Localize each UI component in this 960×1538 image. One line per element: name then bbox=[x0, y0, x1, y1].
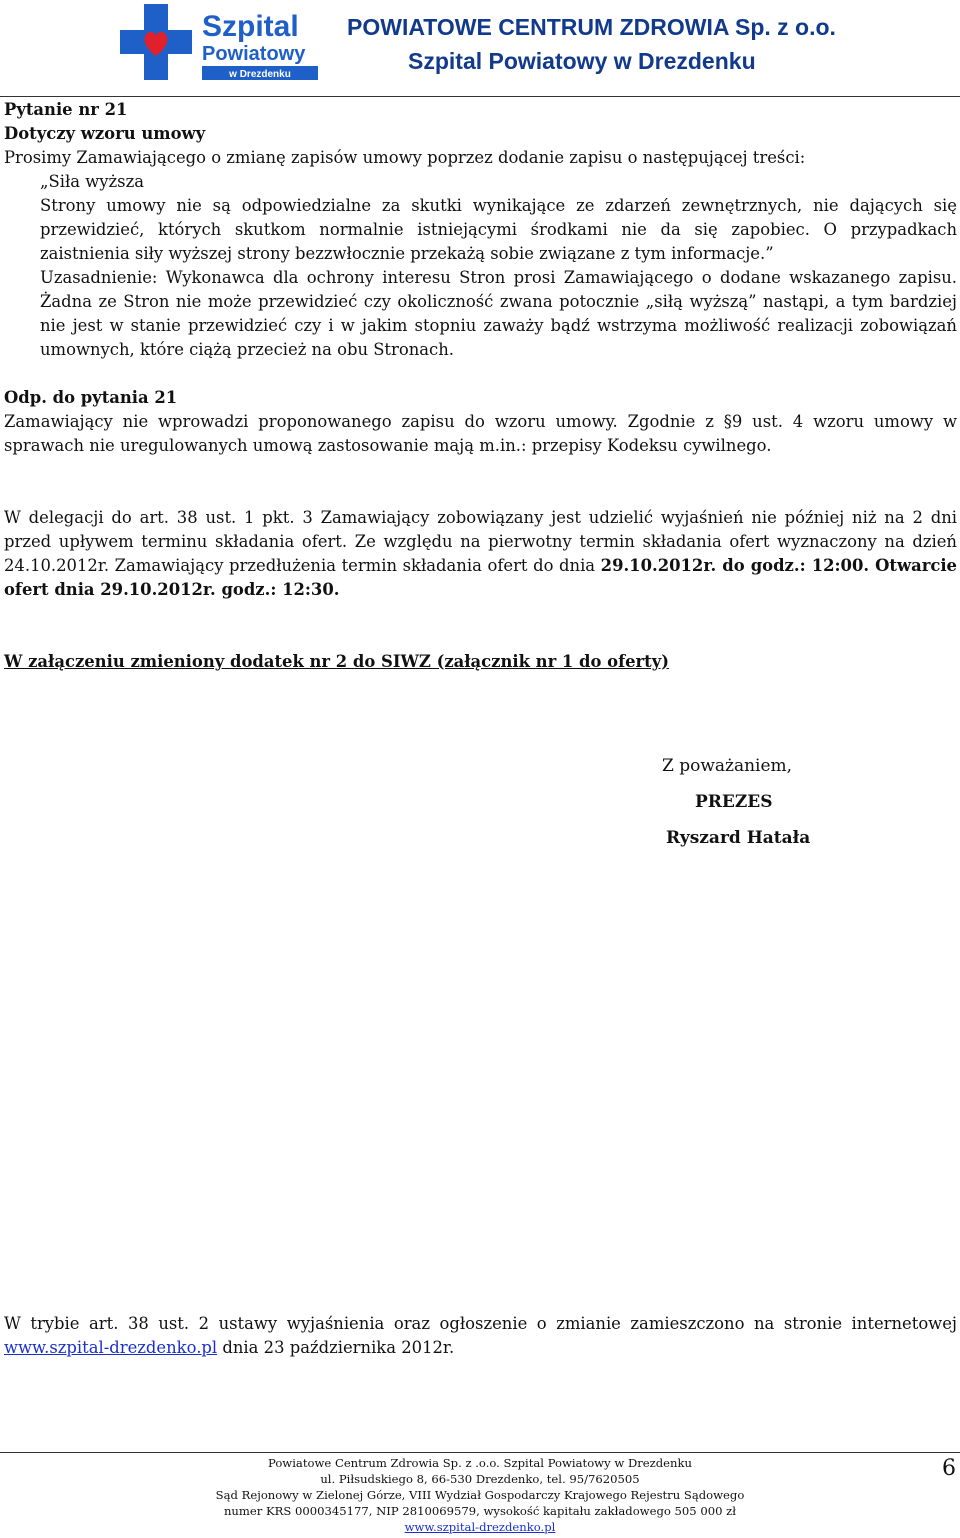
page-footer bbox=[200, 1455, 760, 1535]
svg-text:w Drezdenku: w Drezdenku bbox=[229, 69, 291, 80]
document-body bbox=[4, 98, 957, 674]
attachment-note: W załączeniu zmieniony dodatek nr 2 do SIWZ (załącznik nr 1 do oferty) bbox=[4, 652, 670, 671]
hospital-logo bbox=[120, 4, 320, 84]
question-number: Pytanie nr 21 bbox=[4, 100, 128, 119]
deadline-text: 29.10.2012r. do godz.: 12:00. Otwarcie ofert dnia 29.10.2012r. godz.: 12:30. bbox=[4, 556, 957, 599]
footer-address: ul. Piłsudskiego 8, 66-530 Drezdenko, tel. 95/7620505 bbox=[320, 1472, 640, 1486]
delegation-text: W delegacji do art. 38 ust. 1 pkt. 3 Zamawiający zobowiązany jest udzielić wyjaśnień nie później niż na 2 dni przed upływem terminu składania ofert. Ze względu na pierwotny termin składania ofert wyznaczony na dzień 24.10.2012r. Zamawiający przedłużenia termin składania ofert do dnia bbox=[4, 508, 957, 575]
closing-paragraph bbox=[4, 1312, 957, 1360]
closing-text-after: dnia 23 października 2012r. bbox=[217, 1338, 455, 1357]
header-company-name: POWIATOWE CENTRUM ZDROWIA Sp. z o.o. bbox=[347, 14, 836, 40]
quote-text: Strony umowy nie są odpowiedzialne za skutki wynikające ze zdarzeń zewnętrznych, nie dających się przewidzieć, których skutkom normalnie istniejącymi środkami nie da się zapobiec. O przypadkach zaistnienia siły wyższej strony bezzwłocznie przekażą sobie związane z tym informacje.” bbox=[40, 196, 957, 263]
footer-website-link[interactable]: www.szpital-drezdenko.pl bbox=[404, 1520, 556, 1534]
header-divider bbox=[0, 96, 960, 97]
question-subject: Dotyczy wzoru umowy bbox=[4, 124, 206, 143]
page-number: 6 bbox=[942, 1456, 956, 1481]
answer-text: Zamawiający nie wprowadzi proponowanego zapisu do wzoru umowy. Zgodnie z §9 ust. 4 wzoru umowy w sprawach nie uregulowanych umową zastosowanie mają m.in.: przepisy Kodeksu cywilnego. bbox=[4, 412, 957, 455]
footer-company: Powiatowe Centrum Zdrowia Sp. z .o.o. Szpital Powiatowy w Drezdenku bbox=[267, 1456, 692, 1470]
signature-role: PREZES bbox=[695, 792, 773, 812]
quote-title: „Siła wyższa bbox=[40, 172, 145, 191]
header-hospital-name: Szpital Powiatowy w Drezdenku bbox=[408, 48, 756, 74]
website-link[interactable]: www.szpital-drezdenko.pl bbox=[4, 1338, 218, 1357]
delegation-paragraph bbox=[4, 506, 957, 602]
answer-heading: Odp. do pytania 21 bbox=[4, 388, 178, 407]
signature-block bbox=[662, 748, 810, 856]
svg-text:Powiatowy: Powiatowy bbox=[202, 43, 306, 65]
footer-divider bbox=[0, 1452, 960, 1453]
medical-cross-icon bbox=[120, 4, 192, 80]
signature-greeting: Z poważaniem, bbox=[662, 756, 793, 776]
question-justification: Uzasadnienie: Wykonawca dla ochrony interesu Stron prosi Zamawiającego o dodane wskazanego zapisu. Żadna ze Stron nie może przewidzieć czy okoliczność zwana potocznie „siłą wyższą” nastąpi, a tym bardziej nie jest w stanie przewidzieć czy i w jakim stopniu zaważy bądź wstrzyma możliwość realizacji zobowiązań umownych, które ciążą przecież na obu Stronach. bbox=[40, 268, 957, 359]
signature-name: Ryszard Hatała bbox=[666, 828, 811, 848]
question-intro: Prosimy Zamawiającego o zmianę zapisów umowy poprzez dodanie zapisu o następującej treści: bbox=[4, 148, 806, 167]
footer-registration: numer KRS 0000345177, NIP 2810069579, wysokość kapitału zakładowego 505 000 zł bbox=[223, 1504, 737, 1518]
closing-text-before: W trybie art. 38 ust. 2 ustawy wyjaśnienia oraz ogłoszenie o zmianie zamieszczono na stronie internetowej bbox=[4, 1314, 957, 1333]
footer-court: Sąd Rejonowy w Zielonej Górze, VIII Wydział Gospodarczy Krajowego Rejestru Sądowego bbox=[215, 1488, 745, 1502]
page-header bbox=[0, 0, 960, 98]
svg-text:Szpital: Szpital bbox=[202, 10, 299, 43]
